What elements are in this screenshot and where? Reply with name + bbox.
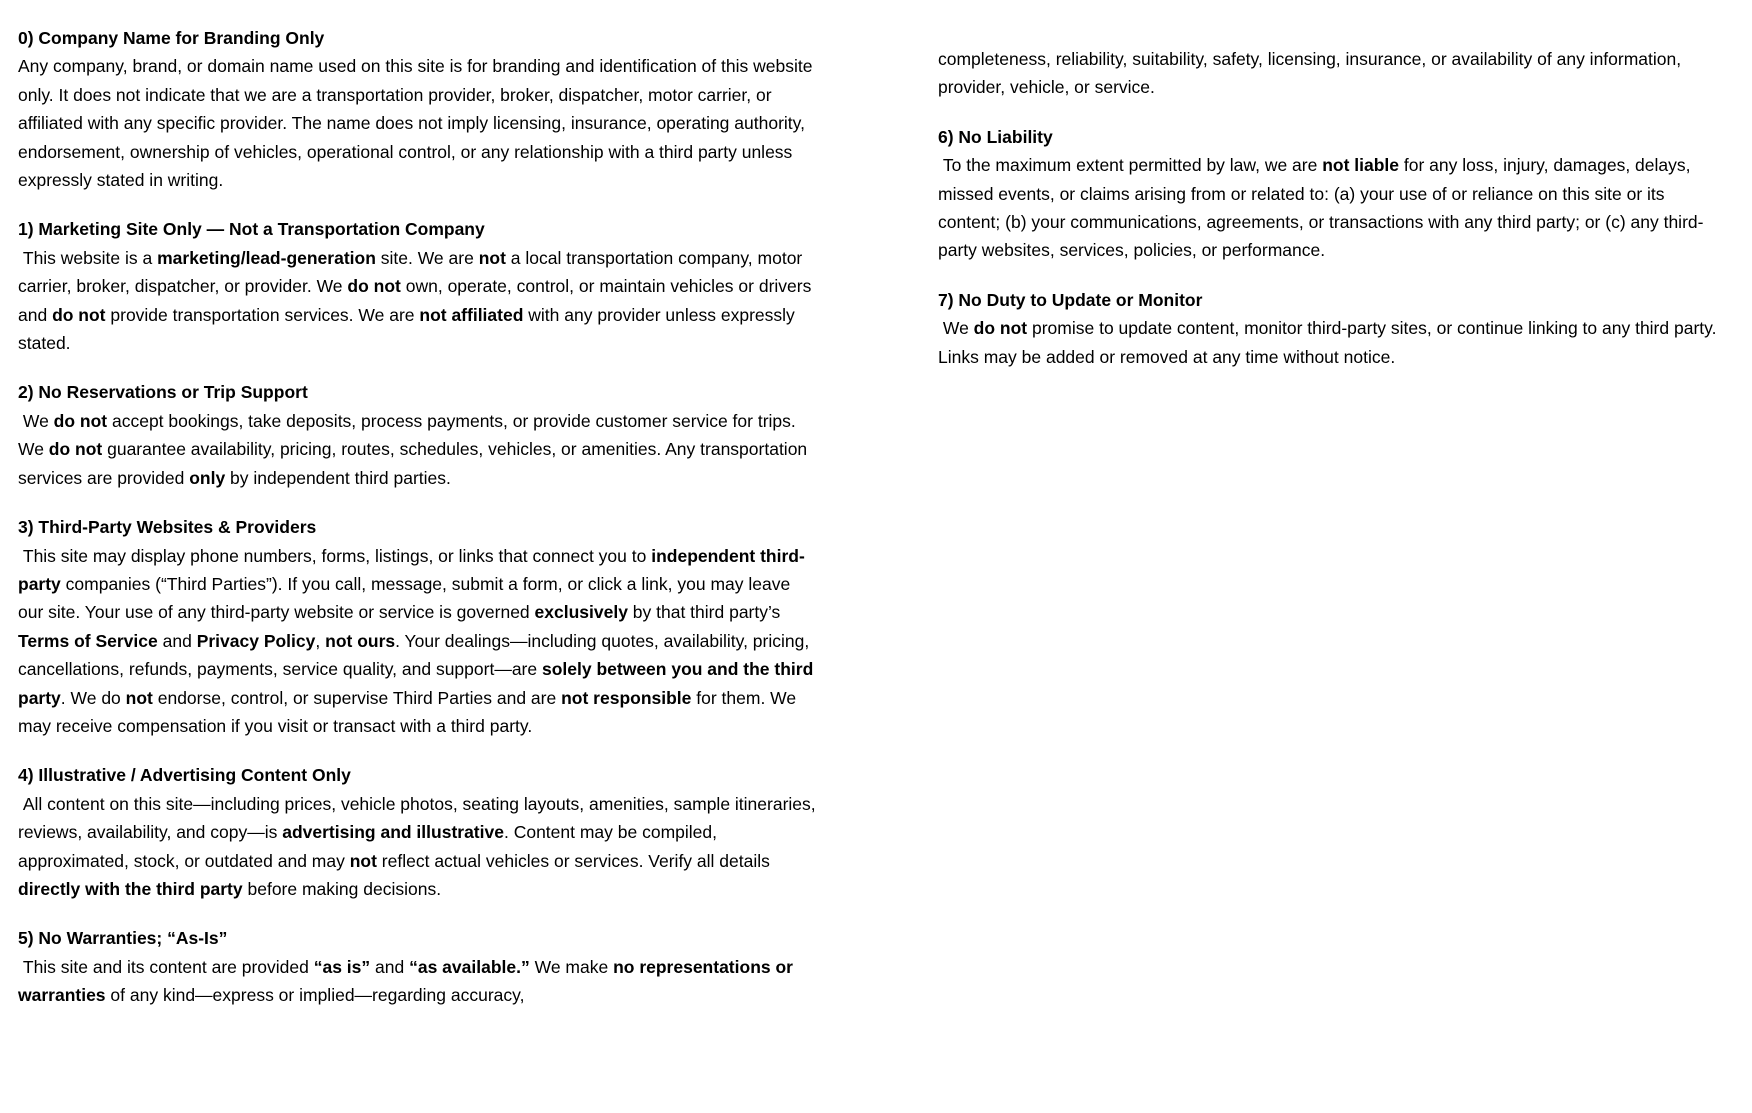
section-heading: 3) Third-Party Websites & Providers <box>18 517 317 538</box>
section-no-liability <box>938 123 1728 265</box>
section-body: completeness, reliability, suitability, safety, licensing, insurance, or availability of any information, provider, vehicle, or service. <box>938 49 1686 98</box>
section-heading: 7) No Duty to Update or Monitor <box>938 289 1203 310</box>
section-marketing-site-only <box>18 215 818 357</box>
section-no-duty-to-update <box>938 286 1728 371</box>
left-column <box>18 24 821 1113</box>
section-body: To the maximum extent permitted by law, we are not liable for any loss, injury, damages, delays, missed events, or claims arising from or related to: (a) your use of or reliance on this site or its content; (b) your communications, agreements, or transactions with any third party; or (c) any third-party websites, services, policies, or performance. <box>938 155 1704 261</box>
section-heading: 0) Company Name for Branding Only <box>18 28 325 48</box>
section-illustrative-content <box>18 761 821 903</box>
section-body: We do not promise to update content, monitor third-party sites, or continue linking to any third party. Links may be added or removed at any time without notice. <box>938 318 1722 367</box>
section-heading: 4) Illustrative / Advertising Content Only <box>18 765 351 786</box>
section-body: All content on this site—including prices, vehicle photos, seating layouts, amenities, sample itineraries, reviews, availability, and copy—is advertising and illustrative. Content may be compiled, approximated, stock, or outdated and may not reflect actual vehicles or services. Verify all details directly with the third party before making decisions. <box>18 793 821 899</box>
section-heading: 5) No Warranties; “As-Is” <box>18 928 228 949</box>
section-company-name-branding <box>18 24 818 194</box>
section-body: This site may display phone numbers, forms, listings, or links that connect you to independent third-party companies (“Third Parties”). If you call, message, submit a form, or click a link, you may leave our site. Your use of any third-party website or service is governed exclusively by that third party’s Terms of Service and Privacy Policy, not ours. Your dealings—including quotes, availability, pricing, cancellations, refunds, payments, service quality, and support—are solely between you and the third party. We do not endorse, control, or supervise Third Parties and are not responsible for them. We may receive compensation if you visit or transact with a third party. <box>18 545 819 736</box>
section-body: We do not accept bookings, take deposits, process payments, or provide customer service for trips. We do not guarantee availability, pricing, routes, schedules, vehicles, or amenities. Any transportation services are provided only by independent third parties. <box>18 410 813 488</box>
section-body: Any company, brand, or domain name used on this site is for branding and identification of this website only. It does not indicate that we are a transportation provider, broker, dispatcher, motor carrier, or affiliated with any specific provider. The name does not imply licensing, insurance, operating authority, endorsement, ownership of vehicles, operational control, or any relationship with a third party unless expressly stated in writing. <box>18 56 818 191</box>
section-heading: 1) Marketing Site Only — Not a Transportation Company <box>18 219 485 240</box>
section-third-party-websites <box>18 513 818 740</box>
section-no-warranties <box>18 924 818 1009</box>
section-heading: 6) No Liability <box>938 126 1053 147</box>
section-no-warranties-continued <box>938 45 1728 102</box>
section-body: This site and its content are provided “as is” and “as available.” We make no representations or warranties of any kind—express or implied—regarding accuracy, <box>18 956 798 1006</box>
section-no-reservations <box>18 378 818 492</box>
section-body: This website is a marketing/lead-generation site. We are not a local transportation company, motor carrier, broker, dispatcher, or provider. We do not own, operate, control, or maintain vehicles or drivers and do not provide transportation services. We are not affiliated with any provider unless expressly stated. <box>18 247 817 354</box>
section-heading: 2) No Reservations or Trip Support <box>18 382 308 403</box>
right-column <box>938 24 1728 1113</box>
